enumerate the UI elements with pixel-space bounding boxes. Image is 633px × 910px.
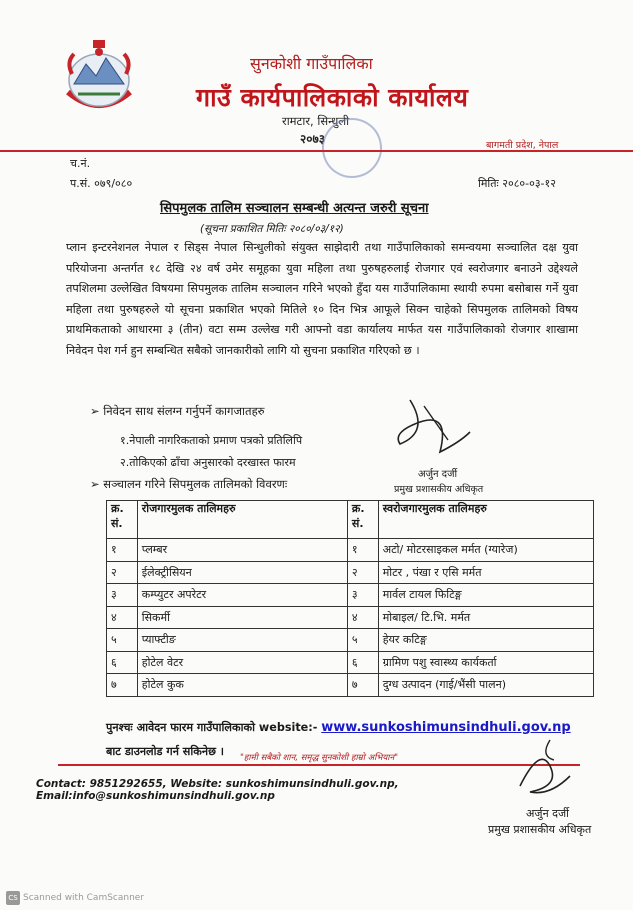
cell-sn: ५ [347,629,378,652]
cell-employment: ईलेक्ट्रीसियन [137,561,347,584]
header-sn-1: क्र. सं. [107,501,138,539]
cell-sn: २ [107,561,138,584]
cell-employment: प्लम्बर [137,539,347,562]
cell-sn: २ [347,561,378,584]
office-address: रामटार, सिन्धुली [282,114,350,128]
arrow-bullet-icon: ➢ [90,477,100,491]
cell-self-employment: मोटर , पंखा र एसि मर्मत [378,561,593,584]
signatory-post: प्रमुख प्रशासकीय अधिकृत [488,823,592,836]
signatory-mid-post: प्रमुख प्रशासकीय अधिकृत [394,484,484,495]
nepal-emblem-logo [60,34,138,122]
header-self-employment: स्वरोजगारमुलक तालिमहरु [378,501,593,539]
cell-self-employment: ग्रामिण पशु स्वास्थ्य कार्यकर्ता [378,651,593,674]
cell-self-employment: हेयर कटिङ्ग [378,629,593,652]
footer-divider [58,764,580,766]
scanner-watermark [6,891,144,905]
attachments-list [120,430,302,474]
cell-sn: ७ [107,674,138,697]
website-link[interactable]: www.sunkoshimunsindhuli.gov.np [321,720,571,735]
cell-sn: १ [107,539,138,562]
cell-sn: ५ [107,629,138,652]
trainings-heading [90,477,287,492]
cell-self-employment: मार्वल टायल फिटिङ्ग [378,584,593,607]
cell-sn: ६ [107,651,138,674]
cell-employment: होटेल कुक [137,674,347,697]
establishment-year: २०७३ [300,132,325,146]
header-employment: रोजगारमुलक तालिमहरु [137,501,347,539]
cell-sn: ४ [107,606,138,629]
signature-bottom [510,736,580,800]
cell-sn: ३ [347,584,378,607]
table-row [107,539,594,562]
header-sn-2: क्र. सं. [347,501,378,539]
table-row [107,629,594,652]
table-row [107,606,594,629]
dispatch-number: च.नं. [70,157,91,170]
office-title: गाउँ कार्यपालिकाको कार्यालय [196,83,469,112]
cell-sn: ७ [347,674,378,697]
attachments-heading-text: निवेदन साथ संलग्न गर्नुपर्ने कागजातहरु [103,404,265,418]
province-label: बागमती प्रदेश, नेपाल [486,140,559,151]
table-header-row [107,501,594,539]
list-item: २.तोकिएको ढाँचा अनुसारको दरखास्त फारम [120,456,296,469]
arrow-bullet-icon: ➢ [90,404,100,418]
trainings-heading-text: सञ्चालन गरिने सिपमुलक तालिमको विवरणः [103,477,288,491]
postscript-suffix: बाट डाउनलोड गर्न सकिनेछ । [106,745,225,758]
cell-self-employment: मोबाइल/ टि.भि. मर्मत [378,606,593,629]
footer-contact: Contact: 9851292655, Website: sunkoshimunsindhuli.gov.np, Email:info@sunkoshimunsindhuli.gov.np [36,778,399,802]
cell-employment: प्याफ्टीङ [137,629,347,652]
trainings-table [106,500,594,697]
signatory-name: अर्जुन दर्जी [526,807,570,820]
table-row [107,584,594,607]
postscript-prefix: पुनश्चः आवेदन फारम गाउँपालिकाको website:- [106,721,318,734]
cell-employment: कम्प्युटर अपरेटर [137,584,347,607]
camscanner-icon: CS [6,891,20,905]
letter-number: प.सं. ०७९/०८० [70,177,133,190]
notice-title: सिपमुलक तालिम सञ्चालन सम्बन्धी अत्यन्त जरुरी सूचना [160,201,429,216]
publish-date: (सूचना प्रकाशित मितिः २०८०/०३/१२) [200,223,344,235]
cell-employment: सिकर्मी [137,606,347,629]
table-row [107,561,594,584]
scanner-text: Scanned with CamScanner [23,893,145,903]
header-divider [0,150,633,152]
letter-date: मितिः २०८०-०३-१२ [478,177,556,190]
cell-self-employment: अटो/ मोटरसाइकल मर्मत (ग्यारेज) [378,539,593,562]
footer-slogan: "हामी सबैको शान, समृद्ध सुनकोशी हाम्रो अभियान" [236,752,402,763]
cell-sn: ६ [347,651,378,674]
cell-sn: ३ [107,584,138,607]
notice-body: प्लान इन्टरनेशनल नेपाल र सिड्स नेपाल सिन्धुलीको संयुक्त साझेदारी तथा गाउँपालिकाको समन्वयमा सञ्चालित दक्ष युवा परियोजना अन्तर्गत १८ देखि २४ वर्ष उमेर समूहका युवा महिला तथा पुरुषहरुलाई रोजगार एवं स्वरोजगार बनाउने उद्देश्यले तपशिलमा उल्लेखित विषयमा सिपमुलक तालिम सञ्चालन गरिने भएकाे हुँदा यस गाउँपालिकामा स्थायी रुपमा बसोबास गर्ने युवा महिला तथा पुरुषहरुले यो सूचना प्रकाशित भएको मितिले १० दिन भित्र आफूले सिक्न चाहेको सिपमुलक तालिमको विषय प्राथमिकताको आधारमा ३ (तीन) वटा सम्म उल्लेख गरी आफ्नो वडा कार्यालय मार्फत यस गाउँपालिकाको रोजगार शाखामा निवेदन पेश गर्न हुन सम्बन्धित सबैको जानकारीको लागि यो सुचना प्रकाशित गरिएको छ । [66,241,578,357]
table-row [107,674,594,697]
signature-mid [390,392,480,462]
signatory-mid-name: अर्जुन दर्जी [418,469,458,480]
attachments-heading [90,404,265,419]
municipality-name: सुनकोशी गाउँपालिका [250,54,373,73]
cell-sn: ४ [347,606,378,629]
cell-employment: होटेल वेटर [137,651,347,674]
table-row [107,651,594,674]
cell-sn: १ [347,539,378,562]
cell-self-employment: दुग्ध उत्पादन (गाई/भैंसी पालन) [378,674,593,697]
list-item: १.नेपाली नागरिकताको प्रमाण पत्रको प्रतिलिपि [120,434,303,447]
